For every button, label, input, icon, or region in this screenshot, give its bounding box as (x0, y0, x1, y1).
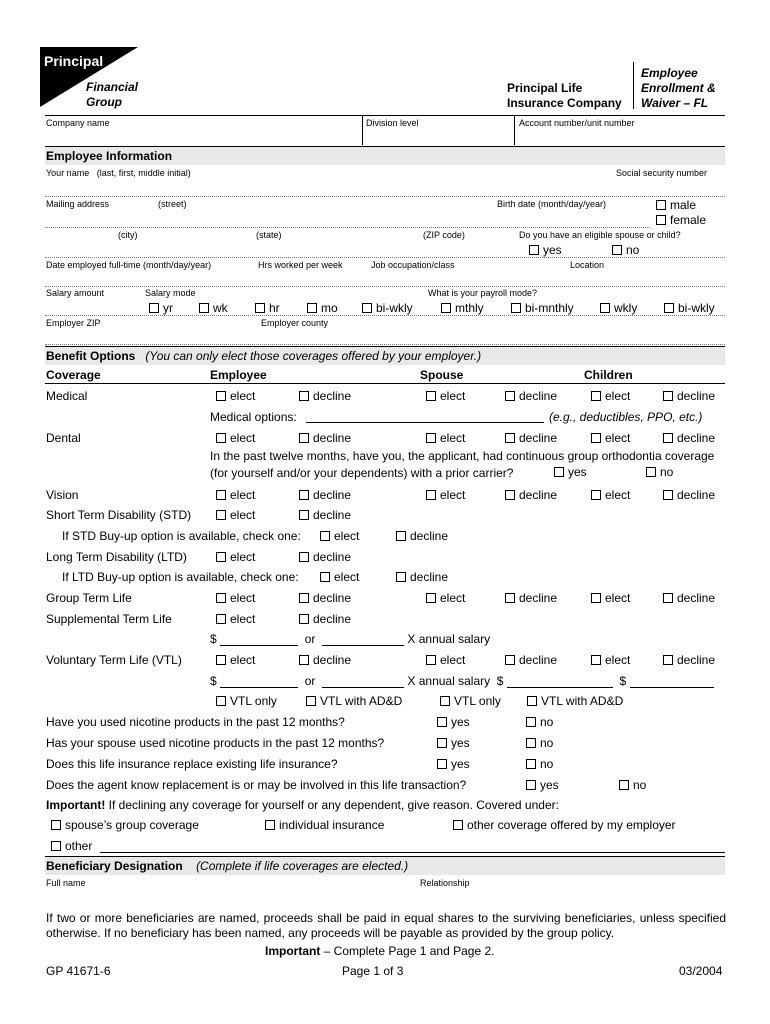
account-number-label: Account number/unit number (519, 118, 635, 128)
employer-county-label: Employer county (261, 318, 329, 328)
col-employee: Employee (210, 368, 267, 382)
dental-ortho-no[interactable]: no (646, 465, 673, 479)
salary-mode-hr[interactable]: hr (255, 301, 280, 315)
division-level-label: Division level (366, 118, 419, 128)
eligible-yes-checkbox[interactable]: yes (529, 243, 562, 257)
vtl-label: Voluntary Term Life (VTL) (46, 653, 182, 667)
hrs-week-label: Hrs worked per week (258, 260, 343, 270)
employer-zip-input[interactable] (45, 329, 250, 343)
stl-emp-decline[interactable]: decline (299, 612, 351, 626)
replace-question: Does this life insurance replace existing life insurance? (46, 757, 338, 771)
medical-label: Medical (46, 389, 88, 403)
vtl-amount-row: $ or X annual salary $ $ (210, 674, 714, 688)
std-label: Short Term Disability (STD) (46, 508, 192, 522)
vtl-sp-elect[interactable]: elect (426, 653, 465, 667)
dental-emp-elect[interactable]: elect (216, 431, 255, 445)
vtl-sp-add[interactable]: VTL with AD&D (527, 694, 623, 708)
form-number: GP 41671-6 (46, 964, 111, 978)
birth-date-label: Birth date (month/day/year) (497, 199, 607, 209)
gtl-emp-elect[interactable]: elect (216, 591, 255, 605)
ltd-buyup-decline[interactable]: decline (396, 570, 448, 584)
gtl-emp-decline[interactable]: decline (299, 591, 351, 605)
birth-date-input[interactable] (495, 211, 650, 226)
vtl-sp-decline[interactable]: decline (505, 653, 557, 667)
beneficiary-relationship-input[interactable] (418, 890, 725, 906)
street-label: (street) (158, 199, 187, 209)
medical-options-input[interactable] (306, 408, 544, 423)
agent-yes[interactable]: yes (526, 778, 559, 792)
salary-mode-label: Salary mode (145, 288, 196, 298)
dental-emp-decline[interactable]: decline (299, 431, 351, 445)
dental-question-1: In the past twelve months, have you, the applicant, had continuous group orthodontia coverage (210, 449, 715, 463)
col-children: Children (584, 368, 633, 382)
page-number: Page 1 of 3 (342, 964, 404, 978)
payroll-wkly[interactable]: wkly (600, 301, 637, 315)
hrs-week-input[interactable] (256, 271, 364, 285)
full-name-label: Full name (46, 878, 86, 888)
dental-label: Dental (46, 431, 81, 445)
logo (40, 47, 140, 109)
vision-sp-decline[interactable]: decline (505, 488, 557, 502)
declining-important: Important! If declining any coverage for yourself or any dependent, give reason. Covered under: (46, 798, 559, 812)
date-employed-label: Date employed full-time (month/day/year) (46, 260, 212, 270)
col-coverage: Coverage (46, 368, 101, 382)
gtl-sp-elect[interactable]: elect (426, 591, 465, 605)
medical-sp-elect[interactable]: elect (426, 389, 465, 403)
salary-mode-mo[interactable]: mo (307, 301, 338, 315)
spouse-group-checkbox[interactable]: spouse’s group coverage (51, 818, 199, 832)
female-checkbox[interactable]: female (656, 213, 706, 227)
form-title-2: Enrollment & (641, 81, 716, 95)
vision-ch-decline[interactable]: decline (663, 488, 715, 502)
ssn-input[interactable] (610, 180, 725, 195)
vtl-multiple-input[interactable] (322, 674, 404, 688)
dental-ortho-yes[interactable]: yes (554, 465, 587, 479)
other-employer-checkbox[interactable]: other coverage offered by my employer (453, 818, 676, 832)
vtl-child-amount-input[interactable] (630, 674, 714, 688)
mailing-label: Mailing address (46, 199, 110, 209)
gtl-sp-decline[interactable]: decline (505, 591, 557, 605)
vision-ch-elect[interactable]: elect (591, 488, 630, 502)
street-input[interactable] (45, 211, 485, 226)
nicotine-you-question: Have you used nicotine products in the past 12 months? (46, 715, 345, 729)
dental-sp-elect[interactable]: elect (426, 431, 465, 445)
replace-no[interactable]: no (526, 757, 553, 771)
account-number-input[interactable] (516, 128, 725, 144)
dental-ch-decline[interactable]: decline (663, 431, 715, 445)
vtl-ch-decline[interactable]: decline (663, 653, 715, 667)
std-buyup-decline[interactable]: decline (396, 529, 448, 543)
gtl-ch-decline[interactable]: decline (663, 591, 715, 605)
job-class-input[interactable] (369, 271, 564, 285)
payroll-mthly[interactable]: mthly (441, 301, 484, 315)
std-emp-decline[interactable]: decline (299, 508, 351, 522)
date-employed-input[interactable] (45, 271, 250, 285)
employee-info-heading: Employee Information (46, 149, 173, 163)
medical-sp-decline[interactable]: decline (505, 389, 557, 403)
nicotine-you-yes[interactable]: yes (437, 715, 470, 729)
std-emp-elect[interactable]: elect (216, 508, 255, 522)
medical-emp-decline[interactable]: decline (299, 389, 351, 403)
payroll-question: What is your payroll mode? (428, 288, 538, 298)
city-input[interactable] (45, 241, 510, 256)
salary-mode-wk[interactable]: wk (199, 301, 228, 315)
vtl-emp-elect[interactable]: elect (216, 653, 255, 667)
ltd-buyup-elect[interactable]: elect (320, 570, 359, 584)
stl-label: Supplemental Term Life (46, 612, 172, 626)
salary-mode-yr[interactable]: yr (149, 301, 173, 315)
nicotine-you-no[interactable]: no (526, 715, 553, 729)
ssn-label: Social security number (616, 168, 708, 178)
form-title-1: Employee (641, 66, 698, 80)
beneficiary-name-input[interactable] (45, 890, 410, 906)
vtl-emp-add[interactable]: VTL with AD&D (306, 694, 402, 708)
city-label: (city) (118, 230, 138, 240)
payroll-biwkly[interactable]: bi-wkly (664, 301, 715, 315)
stl-emp-elect[interactable]: elect (216, 612, 255, 626)
zip-label: (ZIP code) (423, 230, 465, 240)
medical-ch-decline[interactable]: decline (663, 389, 715, 403)
vtl-emp-decline[interactable]: decline (299, 653, 351, 667)
gtl-label: Group Term Life (46, 591, 132, 605)
medical-options-label: Medical options: (210, 410, 297, 424)
company-name-input[interactable] (45, 128, 360, 144)
vision-label: Vision (46, 488, 79, 502)
gtl-ch-elect[interactable]: elect (591, 591, 630, 605)
nicotine-spouse-yes[interactable]: yes (437, 736, 470, 750)
company-line-2: Insurance Company (507, 96, 622, 110)
nicotine-spouse-no[interactable]: no (526, 736, 553, 750)
salary-mode-biwkly[interactable]: bi-wkly (362, 301, 413, 315)
ltd-emp-decline[interactable]: decline (299, 550, 351, 564)
vtl-emp-only[interactable]: VTL only (216, 694, 277, 708)
location-label: Location (570, 260, 605, 270)
vtl-ch-elect[interactable]: elect (591, 653, 630, 667)
form-title-3: Waiver – FL (641, 96, 709, 110)
location-input[interactable] (568, 271, 725, 285)
eligible-question: Do you have an eligible spouse or child? (519, 230, 681, 240)
medical-ch-elect[interactable]: elect (591, 389, 630, 403)
logo-principal: Principal (44, 53, 104, 69)
nicotine-spouse-question: Has your spouse used nicotine products in the past 12 months? (46, 736, 385, 750)
agent-no[interactable]: no (619, 778, 646, 792)
complete-pages-note: Important – Complete Page 1 and Page 2. (265, 944, 495, 958)
vtl-sp-only[interactable]: VTL only (440, 694, 501, 708)
ltd-label: Long Term Disability (LTD) (46, 550, 187, 564)
employer-zip-label: Employer ZIP (46, 318, 101, 328)
stl-amount-row: $ or X annual salary (210, 632, 491, 646)
std-buyup-label: If STD Buy-up option is available, check one: (62, 529, 301, 543)
company-line-1: Principal Life (507, 81, 583, 95)
benefit-options-heading: Benefit Options (You can only elect those coverages offered by your employer.) (46, 349, 482, 363)
form-date: 03/2004 (679, 964, 723, 978)
medical-options-eg: (e.g., deductibles, PPO, etc.) (549, 410, 703, 424)
other-reason-input[interactable] (100, 838, 725, 853)
beneficiary-paragraph: If two or more beneficiaries are named, proceeds shall be paid in equal shares to the surviving beneficiaries, unless specified otherwise. If no beneficiary has been named, any proceeds will be payable as provided by the group policy. (46, 911, 726, 940)
vtl-spouse-amount-input[interactable] (507, 674, 613, 688)
your-name-label: Your name (last, first, middle initial) (46, 168, 191, 178)
other-checkbox[interactable]: other (51, 839, 92, 853)
male-checkbox[interactable]: male (656, 198, 696, 212)
payroll-bimnthly[interactable]: bi-mnthly (511, 301, 574, 315)
job-class-label: Job occupation/class (371, 260, 455, 270)
vision-emp-elect[interactable]: elect (216, 488, 255, 502)
vtl-amount-input[interactable] (220, 674, 298, 688)
agent-question: Does the agent know replacement is or may be involved in this life transaction? (46, 778, 467, 792)
dental-ch-elect[interactable]: elect (591, 431, 630, 445)
std-buyup-elect[interactable]: elect (320, 529, 359, 543)
your-name-input[interactable] (45, 180, 605, 195)
logo-group: Group (86, 95, 122, 109)
beneficiary-heading: Beneficiary Designation (Complete if life coverages are elected.) (46, 859, 409, 873)
employer-county-input[interactable] (258, 329, 558, 343)
medical-emp-elect[interactable]: elect (216, 389, 255, 403)
replace-yes[interactable]: yes (437, 757, 470, 771)
eligible-no-checkbox[interactable]: no (612, 243, 639, 257)
dental-sp-decline[interactable]: decline (505, 431, 557, 445)
stl-multiple-input[interactable] (322, 632, 404, 646)
vision-sp-elect[interactable]: elect (426, 488, 465, 502)
state-label: (state) (256, 230, 282, 240)
division-level-input[interactable] (364, 128, 512, 144)
ltd-buyup-label: If LTD Buy-up option is available, check one: (62, 570, 299, 584)
dental-question-2: (for yourself and/or your dependents) with a prior carrier? (210, 466, 514, 480)
ltd-emp-elect[interactable]: elect (216, 550, 255, 564)
company-name-label: Company name (46, 118, 110, 128)
individual-insurance-checkbox[interactable]: individual insurance (265, 818, 384, 832)
logo-financial: Financial (86, 80, 139, 94)
col-spouse: Spouse (420, 368, 464, 382)
vision-emp-decline[interactable]: decline (299, 488, 351, 502)
relationship-label: Relationship (420, 878, 470, 888)
stl-amount-input[interactable] (220, 632, 298, 646)
salary-amount-label: Salary amount (46, 288, 105, 298)
